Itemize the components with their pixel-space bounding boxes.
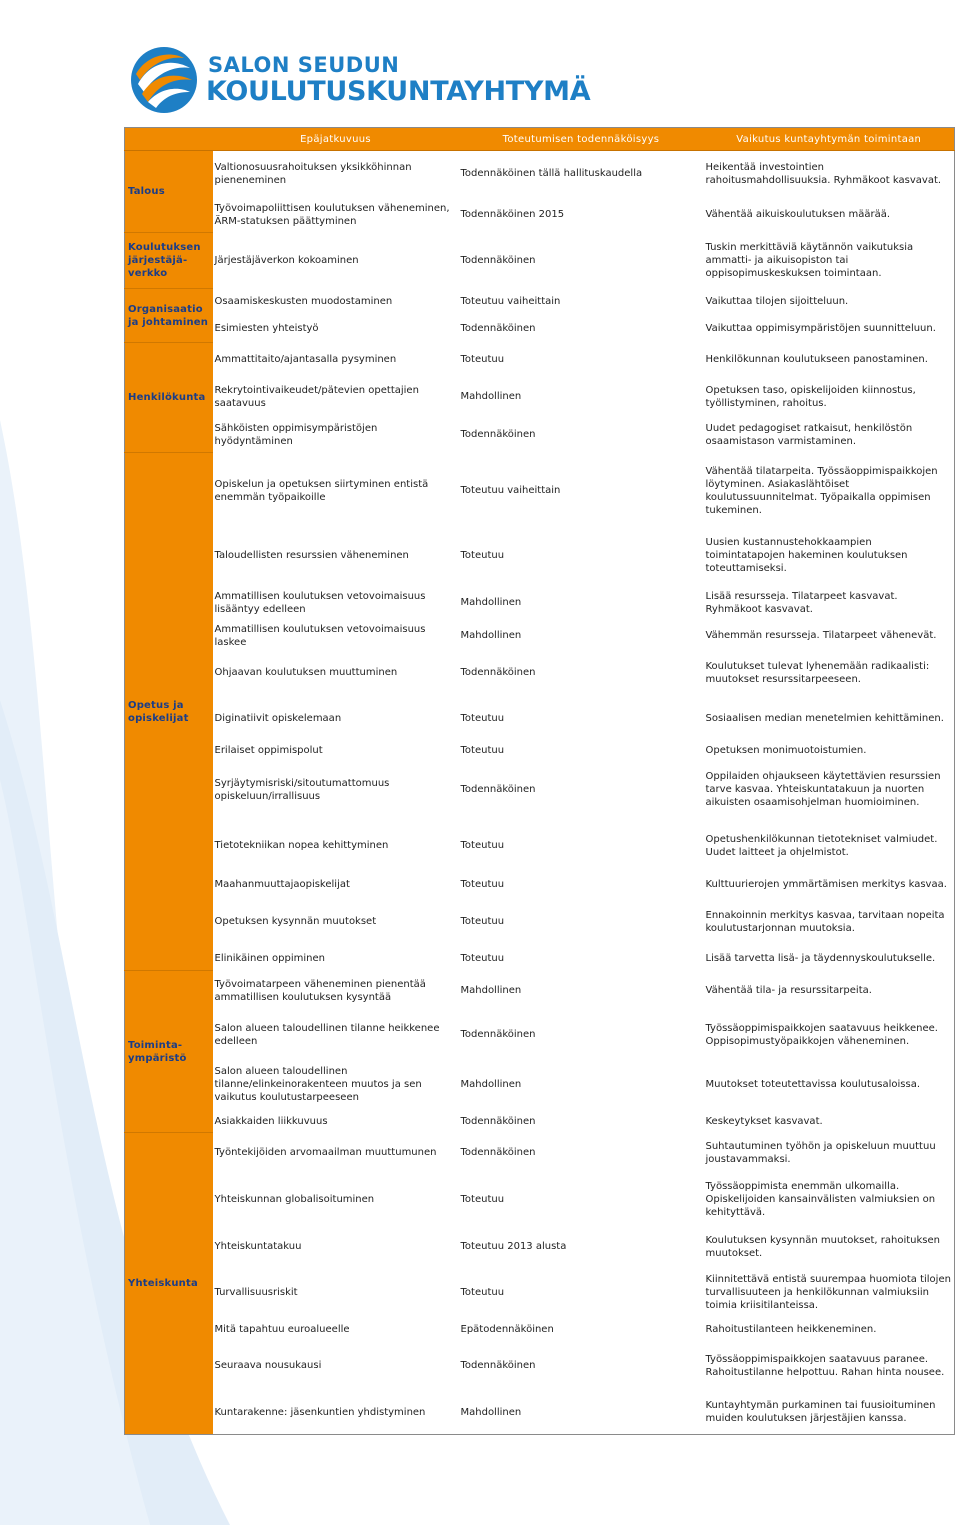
- probability-cell: Toteutuu: [460, 713, 505, 724]
- impact-cell: Opetushenkilökunnan tietotekniset valmiudet. Uudet laitteet ja ohjelmistot.: [705, 833, 938, 858]
- impact-cell: Muutokset toteutettavissa koulutusaloissa.: [705, 1079, 921, 1090]
- impact-cell: Vähentää aikuiskoulutuksen määrää.: [705, 209, 891, 220]
- discontinuity-cell: Ohjaavan koulutuksen muuttuminen: [214, 667, 398, 678]
- category-cell: Organisaatio ja johtaminen: [125, 289, 213, 343]
- discontinuity-cell: Osaamiskeskusten muodostaminen: [214, 296, 393, 307]
- impact-cell: Opetuksen monimuotoistumien.: [705, 745, 867, 756]
- discontinuity-cell: Syrjäytymisriski/sitoutumattomuus opiskeluun/irrallisuus: [214, 777, 390, 802]
- table-row: [125, 897, 955, 947]
- probability-cell: Todennäköinen: [460, 429, 536, 440]
- impact-cell: Sosiaalisen median menetelmien kehittäminen.: [705, 713, 944, 724]
- probability-cell: Todennäköinen: [460, 667, 536, 678]
- discontinuity-cell: Diginatiivit opiskelemaan: [214, 713, 342, 724]
- probability-cell: Toteutuu: [460, 550, 505, 561]
- table-row: [125, 315, 955, 343]
- table-row: [125, 649, 955, 697]
- discontinuity-cell: Erilaiset oppimispolut: [214, 745, 323, 756]
- probability-cell: Toteutuu: [460, 1287, 505, 1298]
- probability-cell: Todennäköinen 2015: [460, 209, 565, 220]
- discontinuity-cell: Yhteiskuntatakuu: [214, 1241, 302, 1252]
- impact-cell: Kulttuurierojen ymmärtämisen merkitys kasvaa.: [705, 879, 947, 890]
- discontinuity-cell: Työvoimapoliittisen koulutuksen väheneminen, ÄRM-statuksen päättyminen: [214, 202, 450, 227]
- discontinuity-cell: Salon alueen taloudellinen tilanne heikkenee edelleen: [214, 1022, 440, 1047]
- impact-cell: Henkilökunnan koulutukseen panostaminen.: [705, 354, 928, 365]
- impact-cell: Rahoitustilanteen heikkeneminen.: [705, 1324, 877, 1335]
- probability-cell: Toteutuu: [460, 354, 505, 365]
- probability-cell: Todennäköinen: [460, 1116, 536, 1127]
- table-row: [125, 1227, 955, 1267]
- probability-cell: Mahdollinen: [460, 985, 522, 996]
- impact-cell: Uusien kustannustehokkaampien toimintatapojen hakeminen koulutuksen toteuttamiseksi.: [705, 537, 908, 574]
- discontinuity-cell: Elinikäinen oppiminen: [214, 953, 325, 964]
- table-row: [125, 761, 955, 819]
- impact-cell: Kuntayhtymän purkaminen tai fuusioituminen muiden koulutuksen järjestäjien kanssa.: [705, 1400, 936, 1425]
- probability-cell: Toteutuu: [460, 953, 505, 964]
- impact-cell: Työssäoppimista enemmän ulkomailla. Opiskelijoiden kansainvälisten valmiuksien on kehityttävä.: [705, 1181, 936, 1218]
- table-row: [125, 529, 955, 583]
- impact-cell: Lisää tarvetta lisä- ja täydennyskoulutukselle.: [705, 953, 936, 964]
- discontinuity-cell: Yhteiskunnan globalisoituminen: [214, 1194, 375, 1205]
- table-row: [125, 873, 955, 897]
- header-impact: Vaikutus kuntayhtymän toimintaan: [704, 128, 955, 151]
- discontinuity-cell: Asiakkaiden liikkuvuus: [214, 1116, 328, 1127]
- table-row: [125, 1391, 955, 1435]
- impact-cell: Suhtautuminen työhön ja opiskeluun muuttuu joustavammaksi.: [705, 1140, 936, 1165]
- probability-cell: Toteutuu: [460, 916, 505, 927]
- probability-cell: Toteutuu vaiheittain: [460, 296, 561, 307]
- impact-cell: Vaikuttaa tilojen sijoitteluun.: [705, 296, 849, 307]
- category-cell: Henkilökunta: [125, 343, 213, 453]
- discontinuity-cell: Työvoimatarpeen väheneminen pienentää ammatillisen koulutuksen kysyntää: [214, 978, 426, 1003]
- impact-cell: Vaikuttaa oppimisympäristöjen suunnitteluun.: [705, 323, 936, 334]
- probability-cell: Toteutuu: [460, 840, 505, 851]
- category-cell: Talous: [125, 151, 213, 233]
- discontinuity-table: [124, 127, 955, 1435]
- impact-cell: Kiinnitettävä entistä suurempaa huomiota tilojen turvallisuuteen ja henkilökunnan valmiuksiin toimia kriisitilanteissa.: [705, 1274, 951, 1311]
- impact-cell: Oppilaiden ohjaukseen käytettävien resurssien tarve kasvaa. Yhteiskuntatakuun ja nuorten aikuisten osaamisohjelman huomioiminen.: [705, 771, 941, 808]
- discontinuity-cell: Järjestäjäverkon kokoaminen: [214, 255, 359, 266]
- impact-cell: Vähentää tila- ja resurssitarpeita.: [705, 985, 872, 996]
- table-row: [125, 819, 955, 873]
- table-row: [125, 697, 955, 741]
- discontinuity-cell: Salon alueen taloudellinen tilanne/elinkeinorakenteen muutos ja sen vaikutus koulutustarpeeseen: [214, 1066, 422, 1103]
- table-row: [125, 233, 955, 289]
- discontinuity-cell: Tietotekniikan nopea kehittyminen: [214, 840, 389, 851]
- probability-cell: Toteutuu vaiheittain: [460, 485, 561, 496]
- table-row: [125, 971, 955, 1011]
- table-row: [125, 1011, 955, 1059]
- category-cell: Toiminta-ympäristö: [125, 971, 213, 1133]
- impact-cell: Koulutuksen kysynnän muutokset, rahoituksen muutokset.: [705, 1234, 940, 1259]
- category-cell: Opetus ja opiskelijat: [125, 453, 213, 971]
- table-row: [125, 947, 955, 971]
- table-row: [125, 1059, 955, 1111]
- discontinuity-cell: Esimiesten yhteistyö: [214, 323, 319, 334]
- discontinuity-cell: Opetuksen kysynnän muutokset: [214, 916, 377, 927]
- logo-line2: KOULUTUSKUNTAYHTYMÄ: [206, 76, 591, 107]
- discontinuity-cell: Mitä tapahtuu euroalueelle: [214, 1324, 350, 1335]
- impact-cell: Ennakoinnin merkitys kasvaa, tarvitaan nopeita koulutustarjonnan muutoksia.: [705, 909, 945, 934]
- header-discontinuity: Epäjatkuvuus: [213, 128, 459, 151]
- table-row: [125, 343, 955, 377]
- discontinuity-cell: Sähköisten oppimisympäristöjen hyödyntäminen: [214, 422, 378, 447]
- impact-cell: Uudet pedagogiset ratkaisut, henkilöstön osaamistason varmistaminen.: [705, 422, 913, 447]
- probability-cell: Todennäköinen tällä hallituskaudella: [460, 168, 643, 180]
- table-row: [125, 1319, 955, 1341]
- impact-cell: Koulutukset tulevat lyhenemään radikaalisti: muutokset resurssitarpeeseen.: [705, 660, 930, 685]
- discontinuity-cell: Seuraava nousukausi: [214, 1360, 322, 1371]
- table-row: [125, 377, 955, 417]
- header-corner: [125, 128, 213, 151]
- table-header-row: [125, 128, 955, 151]
- probability-cell: Todennäköinen: [460, 1147, 536, 1158]
- discontinuity-cell: Ammatillisen koulutuksen vetovoimaisuus laskee: [214, 623, 426, 648]
- impact-cell: Opetuksen taso, opiskelijoiden kiinnostus, työllistyminen, rahoitus.: [705, 384, 916, 409]
- probability-cell: Toteutuu 2013 alusta: [460, 1241, 567, 1252]
- discontinuity-cell: Taloudellisten resurssien väheneminen: [214, 550, 409, 561]
- probability-cell: Todennäköinen: [460, 784, 536, 795]
- impact-cell: Tuskin merkittäviä käytännön vaikutuksia ammatti- ja aikuisopiston tai oppisopimuskeskuksen toimintaan.: [705, 242, 914, 279]
- probability-cell: Mahdollinen: [460, 1079, 522, 1090]
- probability-cell: Epätodennäköinen: [460, 1324, 554, 1335]
- table-row: [125, 1173, 955, 1227]
- table-row: [125, 1267, 955, 1319]
- probability-cell: Mahdollinen: [460, 597, 522, 608]
- probability-cell: Todennäköinen: [460, 323, 536, 334]
- probability-cell: Mahdollinen: [460, 391, 522, 402]
- table-row: [125, 623, 955, 649]
- table-row: [125, 583, 955, 623]
- impact-cell: Työssäoppimispaikkojen saatavuus heikkenee. Oppisopimustyöpaikkojen väheneminen.: [705, 1022, 938, 1047]
- logo-line1: SALON SEUDUN: [208, 53, 400, 77]
- logo-emblem-icon: [128, 44, 200, 116]
- table-row: [125, 417, 955, 453]
- discontinuity-cell: Ammattitaito/ajantasalla pysyminen: [214, 354, 397, 365]
- table-row: [125, 1341, 955, 1391]
- table-row: [125, 151, 955, 197]
- probability-cell: Todennäköinen: [460, 1029, 536, 1040]
- probability-cell: Mahdollinen: [460, 1406, 522, 1418]
- discontinuity-cell: Ammatillisen koulutuksen vetovoimaisuus lisääntyy edelleen: [214, 590, 426, 615]
- discontinuity-cell: Rekrytointivaikeudet/pätevien opettajien saatavuus: [214, 384, 419, 409]
- table-row: [125, 289, 955, 315]
- category-cell: Yhteiskunta: [125, 1133, 213, 1435]
- impact-cell: Lisää resursseja. Tilatarpeet kasvavat. Ryhmäkoot kasvavat.: [705, 590, 898, 615]
- impact-cell: Vähentää tilatarpeita. Työssäoppimispaikkojen löytyminen. Asiakaslähtöiset koulutussuunnitelmat. Työpaikalla oppimisen tukeminen.: [705, 465, 938, 516]
- impact-cell: Heikentää investointien rahoitusmahdollisuuksia. Ryhmäkoot kasvavat.: [705, 161, 942, 186]
- table-row: [125, 453, 955, 529]
- impact-cell: Vähemmän resursseja. Tilatarpeet vähenevät.: [705, 630, 937, 641]
- table-row: [125, 197, 955, 233]
- header-probability: Toteutumisen todennäköisyys: [459, 128, 704, 151]
- discontinuity-cell: Turvallisuusriskit: [214, 1287, 298, 1298]
- probability-cell: Toteutuu: [460, 879, 505, 890]
- impact-cell: Keskeytykset kasvavat.: [705, 1116, 823, 1127]
- discontinuity-cell: Kuntarakenne: jäsenkuntien yhdistyminen: [214, 1406, 426, 1418]
- probability-cell: Todennäköinen: [460, 255, 536, 266]
- probability-cell: Toteutuu: [460, 745, 505, 756]
- discontinuity-cell: Maahanmuuttajaopiskelijat: [214, 879, 350, 890]
- table-row: [125, 1111, 955, 1133]
- table-row: [125, 741, 955, 761]
- discontinuity-cell: Opiskelun ja opetuksen siirtyminen entistä enemmän työpaikoille: [214, 478, 429, 503]
- impact-cell: Työssäoppimispaikkojen saatavuus paranee. Rahoitustilanne helpottuu. Rahan hinta nousee.: [705, 1353, 945, 1378]
- probability-cell: Todennäköinen: [460, 1360, 536, 1371]
- probability-cell: Toteutuu: [460, 1194, 505, 1205]
- discontinuity-cell: Työntekijöiden arvomaailman muuttumunen: [214, 1147, 437, 1158]
- category-cell: Koulutuksen järjestäjä-verkko: [125, 233, 213, 289]
- organization-logo: [128, 44, 628, 116]
- discontinuity-cell: Valtionosuusrahoituksen yksikköhinnan pieneneminen: [214, 161, 412, 186]
- probability-cell: Mahdollinen: [460, 630, 522, 641]
- table-row: [125, 1133, 955, 1173]
